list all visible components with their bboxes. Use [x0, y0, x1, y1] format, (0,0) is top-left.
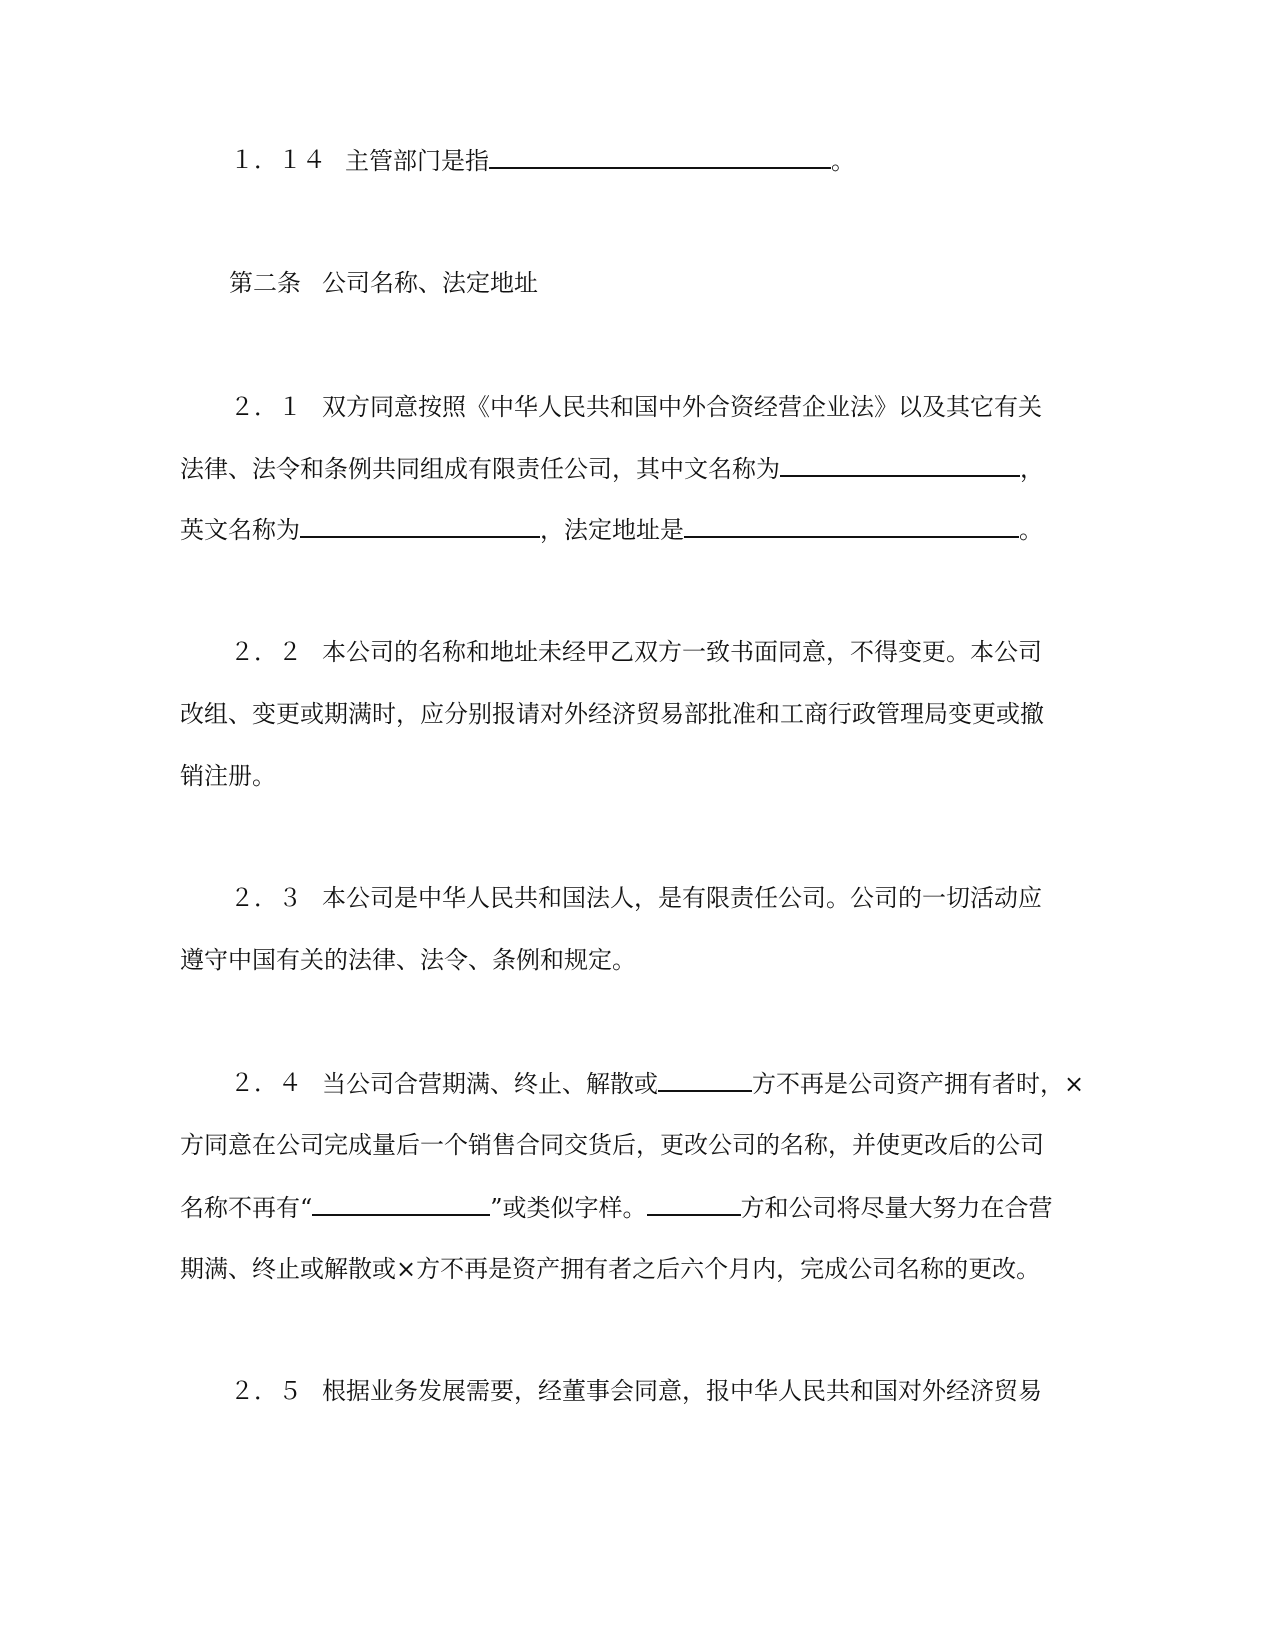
- clause-text: 双方同意按照《中华人民共和国中外合资经营企业法》以及其它有关: [322, 393, 1042, 421]
- party-blank[interactable]: [658, 1068, 752, 1092]
- clause-number: ２．３: [230, 884, 302, 912]
- former-name-blank[interactable]: [312, 1192, 490, 1216]
- clause-text: 本公司的名称和地址未经甲乙双方一致书面同意，不得变更。本公司: [322, 638, 1042, 666]
- clause-number: ２．５: [230, 1377, 302, 1405]
- blank-field[interactable]: [489, 145, 831, 169]
- chinese-name-blank[interactable]: [780, 453, 1020, 477]
- clause-text: 遵守中国有关的法律、法令、条例和规定。: [180, 946, 636, 974]
- legal-address-blank[interactable]: [684, 514, 1019, 538]
- article-title: 公司名称、法定地址: [322, 269, 538, 297]
- clause-number: ２．４: [230, 1069, 302, 1097]
- clause-number: １．１４: [230, 146, 326, 174]
- party-blank[interactable]: [647, 1192, 741, 1216]
- clause-text: 销注册。: [180, 762, 276, 790]
- clause-number: ２．１: [230, 393, 302, 421]
- clause-text: 方同意在公司完成量后一个销售合同交货后，更改公司的名称，并使更改后的公司: [180, 1131, 1044, 1159]
- article-number: 第二条: [229, 269, 301, 297]
- clause-text: 本公司是中华人民共和国法人，是有限责任公司。公司的一切活动应: [322, 884, 1042, 912]
- clause-text: 期满、终止或解散或×方不再是资产拥有者之后六个月内，完成公司名称的更改。: [180, 1255, 1041, 1283]
- clause-text: 当公司合营期满、终止、解散或 方不再是公司资产拥有者时，×: [322, 1070, 1085, 1098]
- clause-number: ２．２: [230, 638, 302, 666]
- english-name-blank[interactable]: [300, 514, 540, 538]
- clause-text: 名称不再有“ ”或类似字样。 方和公司将尽量大努力在合营: [180, 1194, 1053, 1222]
- clause-text: 英文名称为 ，法定地址是 。: [180, 516, 1043, 544]
- clause-text: 主管部门是指 。: [345, 147, 855, 175]
- clause-text: 根据业务发展需要，经董事会同意，报中华人民共和国对外经济贸易: [322, 1377, 1042, 1405]
- clause-text: 改组、变更或期满时，应分别报请对外经济贸易部批准和工商行政管理局变更或撤: [180, 700, 1044, 728]
- clause-text: 法律、法令和条例共同组成有限责任公司，其中文名称为 ，: [180, 455, 1044, 483]
